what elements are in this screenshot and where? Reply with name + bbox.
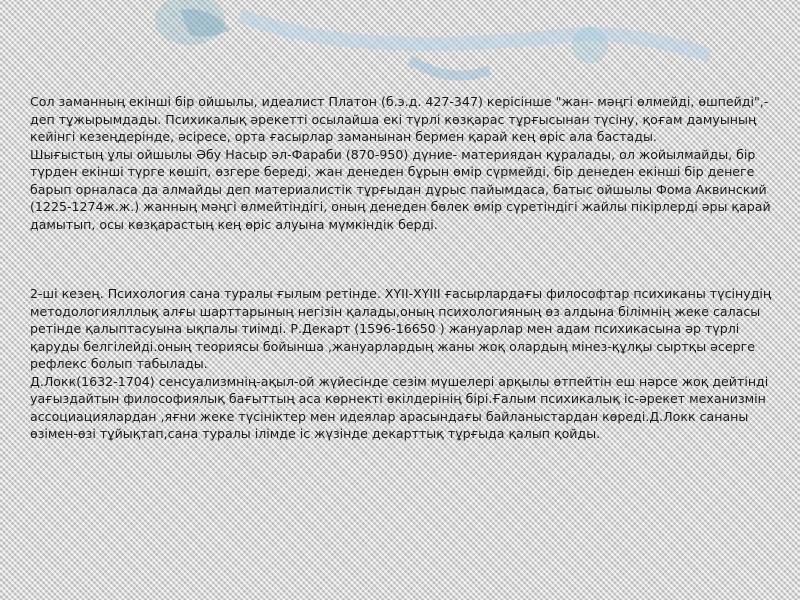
watermark-dot [572,27,608,63]
paragraph-platon: Сол заманның екінші бір ойшылы, идеалист Платон (б.э.д. 427-347) керісінше "жан- мәңгі өлмейді, өшпейді",- деп тұжырымдады. Психикалық әрекетті осылайша екі түрлі көзқарас тұрғысынан түсіну, қоғам дамуының кейінгі кезеңдерінде, әсіресе, орта ғасырлар заманынан бермен қарай кең өріс ала бастады. [30,94,769,144]
watermark-glow [155,0,225,45]
paragraph-farabi: Шығыстың ұлы ойшылы Әбу Насыр әл-Фараби (870-950) дүние- материядан құралады, ол жойылмайды, бір түрден екінші түрге көшіп, өзгере береді, жан денеден бұрын өмір сүрмейді, бір денеден екінші бір денеге барып орналаса да алмайды деп материалистік тұрғыдан дұрыс пайымдаса, батыс ойшылы Фома Аквинский (1225-1274ж.ж.) жанның мәңгі өлмейтіндігі, оның денеден бөлек өмір сүретіндігі жайлы пікірлерді әры қарай дамытып, осы көзқарастың кең өріс алуына мүмкіндік берді. [30,146,771,232]
paragraph-second-period: 2-ші кезең. Психология сана туралы ғылым ретінде. ХҮІІ-ХҮІІІ ғасырлардағы философтар психиканы түсінудің методологиялллық алғы шарттарының негізін қалады,оның психологияның өз алдына білімнің жеке саласы ретінде қалыптасуына ықпалы тиімді. Р.Декарт (1596-16650 ) жануарлар мен адам психикасына әр түрлі қаруды белгілейді.оның теориясы бойынша ,жануарлардың жаны жоқ олардың мінез-құлқы сыртқы әсерге рефлекс болып табылады. [30,286,772,371]
decorative-watermark-graphic [150,0,710,100]
watermark-swoosh-accent [410,60,490,76]
watermark-shape [180,9,230,37]
paragraph-spacer [30,233,778,285]
paragraph-locke: Д.Локк(1632-1704) сенсуализмнің-ақыл-ой жүйесінде сезім мүшелері арқылы өтпейтін еш нәрсе жоқ дейтінді уағыздайтын философиялық бағыттың аса көрнекті өкілдерінің бірі.Ғалым психикалық іс-әрекет механизмін ассоциациялардан ,яғни жеке түсініктер мен идеялар арасындағы байланыстардан көреді.Д.Локк сананы өзімен-өзі тұйықтап,сана туралы ілімде іс жүзінде декарттық тұрғыда қалып қойды. [30,373,769,441]
slide-body-text [30,93,778,443]
watermark-swoosh [240,15,710,55]
